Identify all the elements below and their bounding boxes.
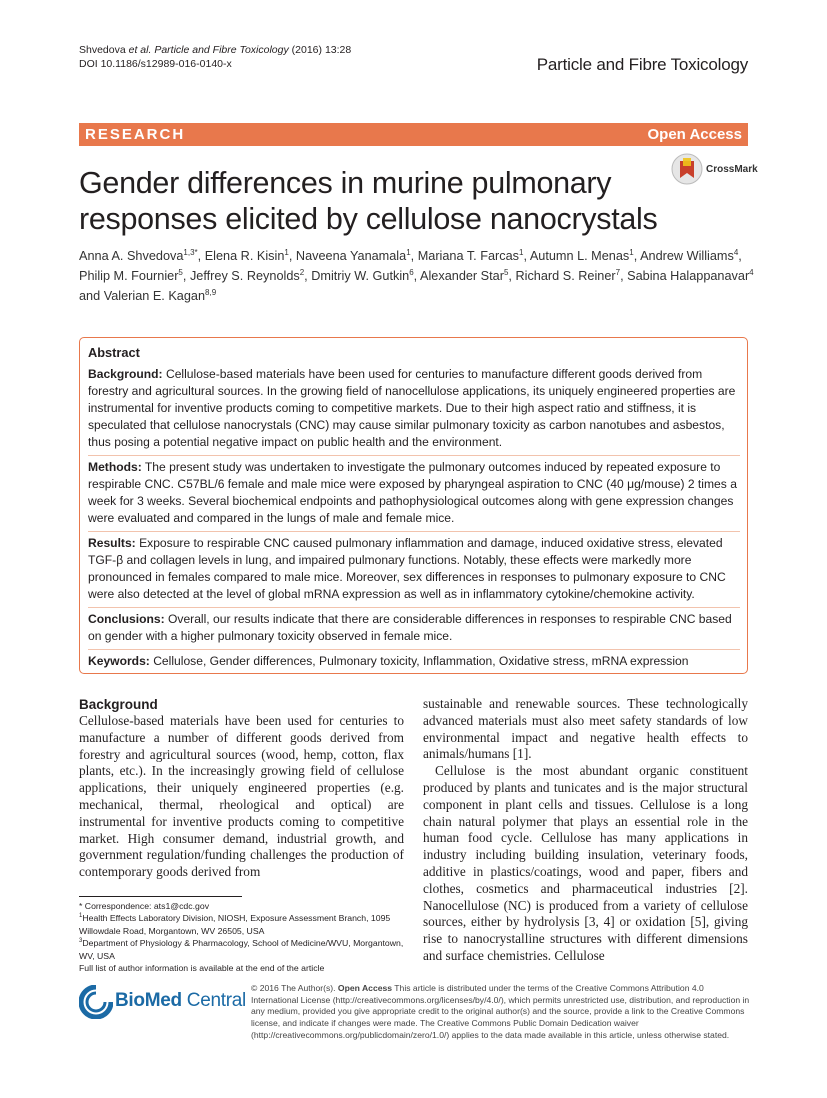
abstract-section	[88, 366, 740, 456]
right-column	[423, 696, 748, 965]
abstract-section-text: Cellulose, Gender differences, Pulmonary toxicity, Inflammation, Oxidative stress, mRNA expression	[153, 654, 689, 668]
biomed-central-logo	[79, 985, 246, 1019]
correspondence: * Correspondence: ats1@cdc.gov	[79, 901, 210, 911]
abstract-title: Abstract	[88, 345, 140, 360]
author-affiliation-marker: 1	[284, 247, 289, 257]
crossmark-icon	[671, 152, 703, 188]
abstract-section-heading: Keywords:	[88, 654, 150, 668]
author-name: Philip M. Fournier	[79, 269, 179, 283]
left-column	[79, 696, 404, 881]
author-name: Jeffrey S. Reynolds	[189, 269, 300, 283]
abstract-section-heading: Background:	[88, 367, 163, 381]
abstract-section	[88, 611, 740, 650]
abstract-section-text: The present study was undertaken to investigate the pulmonary outcomes induced by repeated exposure to respirable CNC. C57BL/6 female and male mice were exposed by pharyngeal aspiration to CNC (40 μg/mouse) 2 times a week for 3 weeks. Several biochemical endpoints and pathophysiological outcomes along with gene expression changes were evaluated and compared in the lungs of male and female mice.	[88, 460, 737, 525]
abstract-box	[79, 337, 748, 674]
right-paragraph-1: sustainable and renewable sources. These technologically advanced materials must also meet safety standards of low environmental impact and negative health effects to animals/humans [1].	[423, 696, 748, 762]
article-type-banner	[79, 123, 748, 146]
author-affiliation-marker: 6	[409, 267, 414, 277]
author-name: Richard S. Reiner	[515, 269, 616, 283]
author-name: Mariana T. Farcas	[417, 249, 520, 263]
author-affiliation-marker: 5	[178, 267, 183, 277]
abstract-section-text: Exposure to respirable CNC caused pulmonary inflammation and damage, induced oxidative stress, elevated TGF-β and collagen levels in lung, and impaired pulmonary functions. Notably, these effects were markedly more pronounced in females compared to male mice. Moreover, sex differences in responses to pulmonary exposure to CNC were also detected at the level of global mRNA expression as well as in inflammatory cytokine/chemokine activity.	[88, 536, 726, 601]
author-name: Dmitriy W. Gutkin	[311, 269, 410, 283]
footnote-divider	[79, 896, 242, 897]
right-paragraph-2: Cellulose is the most abundant organic constituent produced by plants and tunicates and is the major structural component in plant cells and tissues. Cellulose is a long chain natural polymer that plays an essential role in the human food cycle. Cellulose has many applications in industry including building insulation, veterinary foods, additive in plastics/coatings, wood and paper, fibers and clothes, cosmetics and pharmaceutical industries [2]. Nanocellulose (NC) is produced from a variety of cellulose sources, either by hydrolysis [3, 4] or oxidation [5], giving rise to nanocrystalline structures with different dimensions and surface chemistries. Cellulose	[423, 763, 748, 963]
author-affiliation-marker: 8,9	[205, 287, 217, 297]
author-list: Anna A. Shvedova$^{1,3*}$, Elena R. Kisin$^1$, Naveena Yanamala$^1$, Mariana T. Farcas$^1$, Autumn L. Menas$^1$, Andrew Williams$^4$, Philip M. Fournier$^5$, Jeffrey S. Reynolds$^2$, Dmitriy W. Gutkin$^6$, Alexander Star$^5$, Richard S. Reiner$^7$, Sabina Halappanavar$^4$ and Valerian E. Kagan$^{8,9}$	[79, 247, 754, 303]
authors-conjunction: and	[79, 289, 101, 303]
affiliation-1: $^1$Health Effects Laboratory Division, NIOSH, Exposure Assessment Branch, 1095 Willowdale Road, Morgantown, WV 26505, USA	[79, 913, 391, 936]
author-name: Alexander Star	[420, 269, 504, 283]
article-type-label: RESEARCH	[85, 126, 186, 143]
author-name: Valerian E. Kagan	[103, 289, 206, 303]
author-affiliation-marker: 1	[519, 247, 524, 257]
open-access-label: Open Access	[647, 126, 742, 143]
author-name: Andrew Williams	[640, 249, 734, 263]
author-info-note: Full list of author information is available at the end of the article	[79, 963, 325, 974]
background-heading: Background	[79, 697, 158, 712]
abstract-content	[88, 344, 740, 677]
abstract-section-text: Overall, our results indicate that there are considerable differences in responses to respirable CNC based on gender with a higher pulmonary toxicity observed in female mice.	[88, 612, 732, 643]
footnotes	[79, 900, 409, 974]
crossmark-label: CrossMark	[706, 164, 758, 175]
author-name: Anna A. Shvedova	[79, 249, 184, 263]
author-affiliation-marker: 7	[615, 267, 621, 277]
abstract-section-heading: Results:	[88, 536, 136, 550]
author-name: Sabina Halappanavar	[627, 269, 750, 283]
running-citation: Shvedova et al. Particle and Fibre Toxicology (2016) 13:28	[79, 44, 352, 56]
abstract-section-heading: Conclusions:	[88, 612, 165, 626]
abstract-section-heading: Methods:	[88, 460, 142, 474]
doi: DOI 10.1186/s12989-016-0140-x	[79, 58, 232, 70]
article-title: Gender differences in murine pulmonary responses elicited by cellulose nanocrystals	[79, 166, 658, 236]
author-affiliation-marker: 1	[629, 247, 634, 257]
author-affiliation-marker: 2	[299, 267, 305, 277]
author-name: Autumn L. Menas	[529, 249, 630, 263]
bmc-logo-icon	[79, 985, 113, 1019]
abstract-section	[88, 653, 740, 674]
author-affiliation-marker: 5	[503, 267, 509, 277]
abstract-section	[88, 459, 740, 532]
author-name: Naveena Yanamala	[295, 249, 407, 263]
journal-name: Particle and Fibre Toxicology	[536, 55, 748, 74]
abstract-section-text: Cellulose-based materials have been used for centuries to manufacture different goods derived from forestry and agricultural sources. In the growing field of nanocellulose applications, its uniquely engineered properties are instrumental for inventive products coming to competitive markets. Due to their high aspect ratio and stiffness, it is speculated that cellulose nanocrystals (CNC) may cause similar pulmonary toxicity as carbon nanotubes and asbestos, thus posing a potential negative impact on public health and the environment.	[88, 367, 736, 449]
abstract-section	[88, 535, 740, 608]
license-statement: © 2016 The Author(s). Open Access This article is distributed under the terms of the Creative Commons Attribution 4.0 International License (http://creativecommons.org/licenses/by/4.0/), which permits unrestricted use, distribution, and reproduction in any medium, provided you give appropriate credit to the original author(s) and the source, provide a link to the Creative Commons license, and indicate if changes were made. The Creative Commons Public Domain Dedication waiver (http://creativecommons.org/publicdomain/zero/1.0/) applies to the data made available in this article, unless otherwise stated.	[251, 983, 750, 1040]
author-affiliation-marker: 4	[733, 247, 739, 257]
author-affiliation-marker: 4	[749, 267, 754, 277]
author-affiliation-marker: 1	[406, 247, 411, 257]
author-name: Elena R. Kisin	[204, 249, 285, 263]
bmc-logo-text: BioMed Central	[115, 990, 246, 1011]
background-paragraph: Cellulose-based materials have been used for centuries to manufacture a number of different goods derived from forestry and agricultural sources (wood, hemp, cotton, flax plants, etc.). In the increasingly growing field of cellulose applications, their uniquely engineered properties (e.g. mechanical, thermal, rheological and optical) are instrumental for inventive products coming to competitive market. High consumer demand, industrial growth, and government regulation/funding challenges the production of contemporary goods derived from	[79, 713, 404, 880]
author-affiliation-marker: 1,3*	[183, 247, 198, 257]
affiliation-3: $^3$Department of Physiology & Pharmacology, School of Medicine/WVU, Morgantown, WV, USA	[79, 938, 404, 961]
